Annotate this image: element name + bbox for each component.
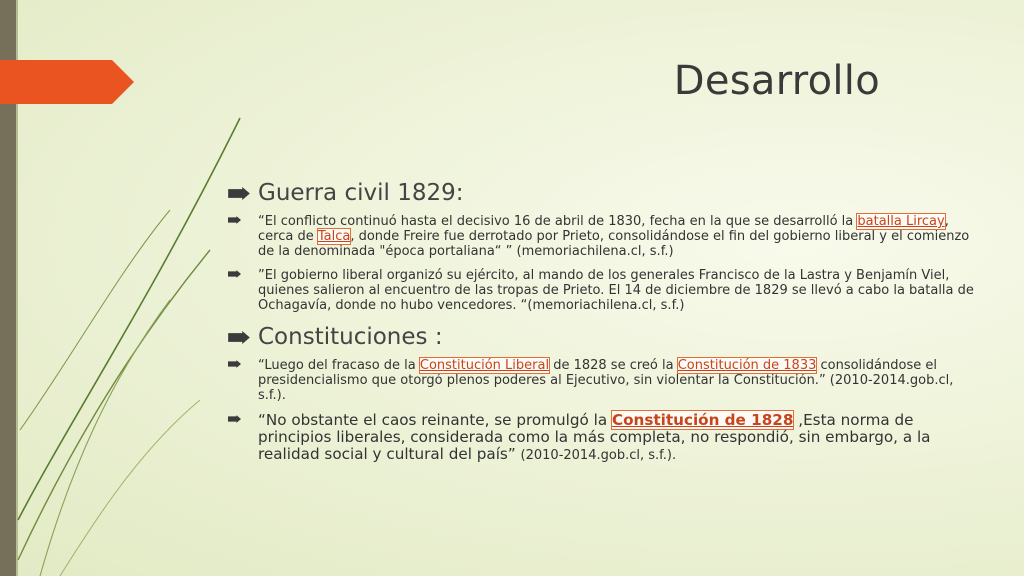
arrow-bullet-icon <box>228 415 241 423</box>
paragraph-text: , cerca de <box>258 214 949 244</box>
paragraph-text: , donde Freire fue derrotado por Prieto, consolidándose el fin del gobierno liberal y el comienzo de la denominada "época portaliana“ ” (memoriachilena.cl, s.f.) <box>258 229 970 259</box>
bullet-item <box>228 214 980 259</box>
section-heading <box>228 322 980 352</box>
slide-content <box>228 178 980 473</box>
paragraph-text: “Luego del fracaso de la <box>258 358 420 373</box>
section-heading <box>228 178 980 208</box>
accent-arrow-shape <box>0 60 136 104</box>
bullet-item <box>228 358 980 403</box>
bullet-paragraph <box>258 358 980 403</box>
paragraph-text: ”El gobierno liberal organizó su ejército, al mando de los generales Francisco de la Lastra y Benjamín Viel, quienes salieron al encuentro de las tropas de Prieto. El 14 de diciembre de 1829 se llevó a cabo la batalla de Ochagavía, donde no hubo vencedores. “(memoriachilena.cl, s.f.) <box>258 268 974 313</box>
paragraph-text: de 1828 se creó la <box>549 358 678 373</box>
paragraph-text: “El conflicto continuó hasta el decisivo 16 de abril de 1830, fecha en la que se desarrolló la <box>258 214 858 229</box>
bullet-paragraph <box>258 214 980 259</box>
paragraph-text: (2010-2014.gob.cl, s.f.). <box>520 448 677 463</box>
slide-title: Desarrollo <box>673 58 880 104</box>
arrow-bullet-icon <box>228 187 250 200</box>
reference-link[interactable]: Constitución Liberal <box>419 358 550 373</box>
section-heading-text: Guerra civil 1829: <box>258 180 464 206</box>
paragraph-text: “No obstante el caos reinante, se promulgó la <box>258 411 612 429</box>
arrow-bullet-icon <box>228 360 241 368</box>
bullet-item <box>228 412 980 464</box>
paragraph-text: ,Esta norma de principios liberales, considerada como la más completa, no respondió, sin embargo, a la realidad social y cultural del país” <box>258 411 931 463</box>
section-heading-text: Constituciones : <box>258 324 443 350</box>
reference-link[interactable]: Constitución de 1828 <box>611 411 794 429</box>
bullet-paragraph <box>258 268 980 313</box>
paragraph-text: consolidándose el presidencialismo que otorgó plenos poderes al Ejecutivo, sin violentar la Constitución.” (2010-2014.gob.cl, s.f.). <box>258 358 954 403</box>
bullet-paragraph <box>258 412 980 464</box>
arrow-bullet-icon <box>228 216 241 224</box>
reference-link[interactable]: Constitución de 1833 <box>677 358 817 373</box>
arrow-bullet-icon <box>228 270 241 278</box>
arrow-bullet-icon <box>228 331 250 344</box>
reference-link[interactable]: batalla Lircay <box>857 214 945 229</box>
bullet-item <box>228 268 980 313</box>
reference-link[interactable]: Talca <box>317 229 351 244</box>
